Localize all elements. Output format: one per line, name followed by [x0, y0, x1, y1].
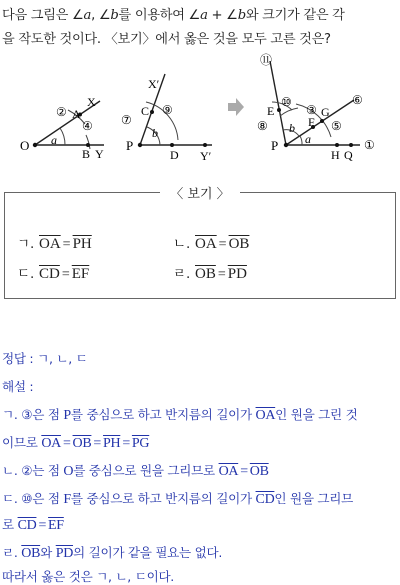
question-text-part: 와 크기가 같은 각: [245, 8, 345, 23]
explanation-line-4: [2, 488, 398, 508]
segment: $\overline{OB}$: [249, 464, 269, 479]
point-o: [33, 143, 37, 147]
label-a: A: [72, 107, 81, 121]
label-y-prime: Y′: [200, 149, 212, 163]
construction-figure: [0, 52, 400, 176]
explanation-line-2: [2, 432, 398, 452]
right-arrow-icon: [228, 98, 244, 116]
label-step-1: ①: [364, 138, 375, 152]
choices-box: [4, 192, 396, 299]
segment: $\overline{OB}$: [21, 546, 41, 561]
answer-value: ㄱ, ㄴ, ㄷ: [37, 351, 88, 366]
segment: $\overline{OA}$: [41, 436, 61, 451]
label-q: Q: [344, 148, 353, 162]
explanation-line-1: [2, 404, 398, 424]
angle-b-symbol: b: [237, 8, 246, 23]
label-step-2: ②: [56, 105, 67, 119]
answer-line: [2, 348, 398, 367]
equals-sign: =: [240, 464, 248, 479]
label-d: D: [170, 148, 179, 162]
question-text-part: , ∠: [91, 8, 111, 23]
segment: $\overline{CD}$: [39, 266, 60, 282]
label-angle-b: b: [152, 126, 158, 140]
choice-marker: ㄷ.: [17, 266, 35, 282]
point-name: O: [63, 464, 74, 479]
question-line-2: 을 작도한 것이다. 〈보기〉에서 옳은 것을 모두 고른 것은?: [2, 32, 331, 47]
question-text-part: + ∠: [207, 8, 238, 23]
ray-pg: [286, 100, 354, 145]
arc-step-8: [280, 108, 298, 116]
solution-text-part: 를 중심으로 하고 반지름의 길이가: [70, 491, 256, 506]
label-step-10: ⑩: [281, 95, 292, 109]
segment: $\overline{PH}$: [72, 236, 92, 252]
label-step-7: ⑦: [121, 113, 132, 127]
label-p: P: [126, 138, 134, 153]
label-p-right: P: [271, 138, 279, 153]
point-p: [138, 143, 142, 147]
solution-text-part: 와: [40, 545, 56, 560]
point-y-prime: [203, 143, 207, 147]
label-angle-a-right: a: [305, 132, 311, 146]
solution-text-part: 를 중심으로 원을 그리므로: [73, 463, 219, 478]
equals-sign: =: [218, 237, 227, 252]
segment: $\overline{OB}$: [195, 266, 216, 282]
solution-text-part: 인 원을 그린 것: [275, 407, 358, 422]
equals-sign: =: [62, 237, 71, 252]
segment: $\overline{CD}$: [17, 518, 37, 533]
label-step-8: ⑧: [257, 119, 268, 133]
choice-marker: ㄱ.: [17, 236, 35, 252]
explanation-line-6: [2, 542, 398, 562]
explanation-conclusion: 따라서 옳은 것은 ㄱ, ㄴ, ㄷ이다.: [2, 569, 175, 584]
point-d: [170, 143, 174, 147]
label-step-5: ⑤: [331, 119, 342, 133]
box-title-text: 〈 보기 〉: [160, 187, 239, 202]
label-y: Y: [95, 147, 104, 161]
segment: $\overline{PG}$: [131, 436, 150, 451]
question-text-part: 를 이용하여 ∠: [118, 8, 201, 23]
label-step-3: ③: [306, 103, 317, 117]
point-p-right: [284, 143, 288, 147]
equals-sign: =: [62, 436, 71, 451]
question-line-1: [2, 2, 345, 29]
middle-angle-figure: [121, 74, 212, 163]
segment: $\overline{OA}$: [195, 236, 217, 252]
segment: $\overline{OB}$: [72, 436, 92, 451]
label-step-4: ④: [82, 119, 93, 133]
left-angle-figure: [20, 95, 104, 161]
point-c: [150, 110, 154, 114]
solution-text-part: 인 원을 그리므: [274, 491, 354, 506]
equals-sign: =: [122, 436, 130, 451]
point-g: [320, 119, 324, 123]
right-angle-figure: [257, 53, 375, 162]
solution-text-part: 이므로: [2, 435, 42, 450]
solution-text-part: ㄴ. ②는 점: [2, 463, 64, 478]
label-e: E: [267, 104, 275, 118]
label-angle-a: a: [51, 133, 57, 147]
answer-label: 정답 :: [2, 351, 38, 366]
segment: $\overline{OA}$: [255, 408, 276, 423]
explanation-label: 해설 :: [2, 379, 34, 394]
equals-sign: =: [217, 267, 226, 282]
label-step-11: ⑪: [260, 53, 273, 67]
label-angle-b-right: b: [289, 121, 295, 135]
angle-a-symbol: a: [83, 8, 92, 23]
equals-sign: =: [61, 267, 70, 282]
segment: $\overline{OA}$: [39, 236, 61, 252]
segment: $\overline{OB}$: [228, 236, 250, 252]
choice-item: [173, 262, 247, 283]
segment: $\overline{PH}$: [103, 436, 121, 451]
label-step-6: ⑥: [352, 93, 363, 107]
segment: $\overline{CD}$: [255, 492, 275, 507]
solution-text-part: 를 중심으로 하고 반지름의 길이가: [70, 407, 256, 422]
equals-sign: =: [93, 436, 102, 451]
segment: $\overline{PD}$: [227, 266, 247, 282]
label-g: G: [321, 105, 330, 119]
label-b: B: [82, 147, 91, 161]
solution-text-part: ㄹ.: [2, 545, 22, 560]
point-name: P: [63, 408, 71, 423]
choice-marker: ㄴ.: [173, 236, 191, 252]
solution-text-part: ㄱ. ③은 점: [2, 407, 64, 422]
point-h: [335, 143, 339, 147]
label-x-prime: X′: [148, 77, 160, 91]
choice-marker: ㄹ.: [173, 266, 191, 282]
label-f: F: [308, 115, 315, 129]
angle-b-symbol: b: [110, 8, 119, 23]
label-o: O: [20, 138, 30, 153]
solution-text-part: ㄷ. ⑩은 점: [2, 491, 64, 506]
segment: $\overline{EF}$: [48, 518, 64, 533]
choice-item: [17, 262, 89, 283]
angle-a-arc: [60, 128, 65, 145]
solution-text-part: 로: [2, 517, 18, 532]
choice-item: [17, 232, 92, 253]
angle-a-arc-right: [300, 136, 302, 145]
explanation-line-3: [2, 460, 398, 480]
label-c: C: [141, 104, 150, 118]
solution-text-part: 의 길이가 같을 필요는 없다.: [73, 545, 223, 560]
segment: $\overline{OA}$: [218, 464, 239, 479]
angle-a-symbol: a: [200, 8, 208, 23]
segment: $\overline{PD}$: [55, 546, 74, 561]
point-name: F: [63, 492, 71, 507]
equals-sign: =: [38, 518, 47, 533]
choice-item: [173, 232, 249, 253]
explanation-line-5: [2, 514, 398, 534]
segment: $\overline{EF}$: [71, 266, 90, 282]
label-step-9: ⑨: [162, 103, 173, 117]
point-q: [349, 143, 353, 147]
label-h: H: [331, 148, 340, 162]
label-x: X: [87, 95, 96, 109]
question-text-part: 다음 그림은 ∠: [2, 8, 84, 23]
